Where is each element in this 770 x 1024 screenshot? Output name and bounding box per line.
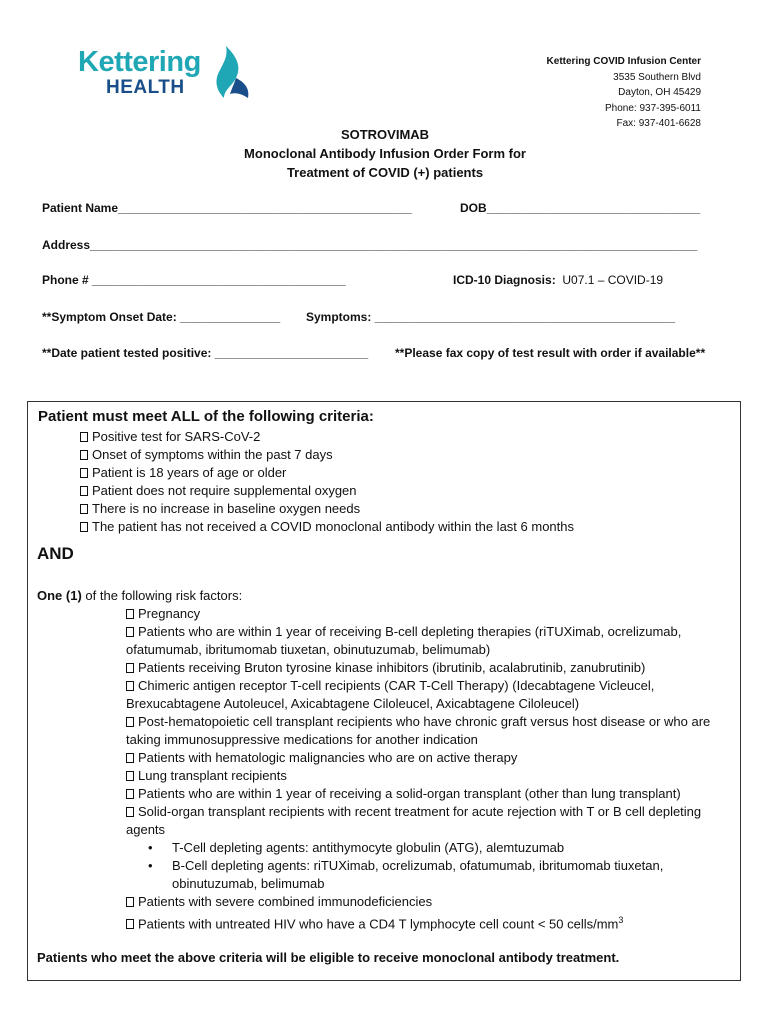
- center-city: Dayton, OH 45429: [618, 87, 701, 98]
- checkbox[interactable]: [126, 897, 134, 907]
- logo-wordmark-kettering: Kettering: [78, 46, 201, 78]
- risk-item-label: Patients with hematologic malignancies who are on active therapy: [138, 750, 518, 765]
- logo-mark-icon: [206, 44, 256, 100]
- bullet-icon: •: [148, 858, 153, 873]
- checkbox[interactable]: [126, 609, 134, 619]
- checkbox[interactable]: [126, 627, 134, 637]
- title-subtitle: Treatment of COVID (+) patients: [286, 165, 484, 180]
- checkbox[interactable]: [126, 681, 134, 691]
- tested-positive-field[interactable]: **Date patient tested positive: _______________________: [42, 346, 369, 360]
- risk-item-label: Patients who are within 1 year of receiving B-cell depleting therapies (riTUXimab, ocrelizumab, ofatumumab, ibritumomab tiuxetan, obinutuzumab, belimumab): [126, 624, 682, 657]
- checkbox[interactable]: [126, 771, 134, 781]
- and-label: AND: [37, 544, 74, 563]
- risk-intro-bold: One (1): [37, 588, 82, 603]
- checkbox[interactable]: [80, 432, 88, 442]
- criteria-item[interactable]: [80, 518, 574, 536]
- depleting-agents-list: [126, 839, 728, 893]
- criteria-item-label: Patient does not require supplemental oxygen: [92, 483, 357, 498]
- risk-item-label: Patients with untreated HIV who have a CD4 T lymphocyte cell count < 50 cells/mm: [138, 916, 619, 932]
- checkbox[interactable]: [126, 663, 134, 673]
- center-street: 3535 Southern Blvd: [613, 71, 701, 83]
- kettering-health-logo: [78, 44, 258, 102]
- risk-item-label: Patients receiving Bruton tyrosine kinase inhibitors (ibrutinib, acalabrutinib, zanubrutinib): [138, 660, 646, 675]
- checkbox[interactable]: [80, 504, 88, 514]
- phone-field[interactable]: Phone # ______________________________________: [42, 273, 346, 287]
- risk-item[interactable]: [126, 767, 728, 785]
- criteria-item[interactable]: [80, 428, 574, 446]
- list-item-text: B-Cell depleting agents: riTUXimab, ocrelizumab, ofatumumab, ibritumomab tiuxetan, obinutuzumab, belimumab: [172, 858, 664, 891]
- checkbox[interactable]: [126, 717, 134, 727]
- fax-note: **Please fax copy of test result with order if available**: [395, 346, 706, 360]
- icd-value: U07.1 – COVID-19: [562, 273, 664, 287]
- bullet-icon: •: [148, 840, 153, 855]
- criteria-heading: Patient must meet ALL of the following criteria:: [38, 408, 374, 425]
- center-name: Kettering COVID Infusion Center: [546, 56, 701, 67]
- risk-item[interactable]: [126, 605, 728, 623]
- risk-item-label: Chimeric antigen receptor T-cell recipients (CAR T-Cell Therapy) (Idecabtagene Vicleucel, Brexucabtagene Autoleucel, Axicabtagene Ciloleucel, Axicabtagene Ciloleucel): [126, 678, 655, 711]
- risk-item[interactable]: [126, 659, 728, 677]
- checkbox[interactable]: [126, 789, 134, 799]
- criteria-item-label: Positive test for SARS-CoV-2: [92, 429, 261, 444]
- risk-item[interactable]: [126, 623, 728, 659]
- risk-item[interactable]: [126, 785, 728, 803]
- symptom-onset-field[interactable]: **Symptom Onset Date: _______________: [42, 310, 281, 324]
- list-item: [148, 857, 728, 893]
- superscript-three: 3: [618, 915, 624, 925]
- icd-label: ICD-10 Diagnosis:: [453, 273, 556, 287]
- risk-item-label: Pregnancy: [138, 606, 201, 621]
- eligibility-statement: Patients who meet the above criteria will be eligible to receive monoclonal antibody treatment.: [37, 950, 620, 965]
- risk-item[interactable]: [126, 911, 728, 933]
- risk-item-label: Patients who are within 1 year of receiving a solid-organ transplant (other than lung transplant): [138, 786, 681, 801]
- icd-diagnosis: [453, 273, 663, 287]
- checkbox[interactable]: [126, 807, 134, 817]
- criteria-item-label: Onset of symptoms within the past 7 days: [92, 447, 333, 462]
- form-title: [0, 125, 770, 182]
- risk-item-label: Lung transplant recipients: [138, 768, 287, 783]
- criteria-item[interactable]: [80, 500, 574, 518]
- criteria-checklist: [80, 428, 574, 536]
- logo-wordmark-health: HEALTH: [106, 77, 185, 98]
- symptoms-field[interactable]: Symptoms: _____________________________________________: [306, 310, 675, 324]
- criteria-item[interactable]: [80, 464, 574, 482]
- center-phone: Phone: 937-395-6011: [604, 102, 701, 114]
- address-field[interactable]: Address___________________________________________________________________________________________: [42, 238, 698, 252]
- risk-item[interactable]: [126, 677, 728, 713]
- checkbox[interactable]: [80, 468, 88, 478]
- title-form-name: Monoclonal Antibody Infusion Order Form for: [244, 146, 526, 161]
- criteria-item[interactable]: [80, 446, 574, 464]
- risk-item[interactable]: [126, 893, 728, 911]
- list-item: [148, 839, 728, 857]
- risk-item-label: Patients with severe combined immunodeficiencies: [138, 894, 433, 909]
- checkbox[interactable]: [80, 486, 88, 496]
- risk-item-label: Post-hematopoietic cell transplant recipients who have chronic graft versus host disease or who are taking immunosuppressive medications for another indication: [126, 714, 711, 747]
- center-fax: Fax: 937-401-6628: [616, 118, 701, 129]
- criteria-item-label: The patient has not received a COVID monoclonal antibody within the last 6 months: [92, 519, 574, 534]
- risk-intro: [37, 588, 242, 603]
- checkbox[interactable]: [80, 522, 88, 532]
- risk-item-label: Solid-organ transplant recipients with recent treatment for acute rejection with T or B cell depleting agents: [126, 804, 702, 837]
- criteria-box: [27, 401, 741, 981]
- criteria-item-label: Patient is 18 years of age or older: [92, 465, 287, 480]
- checkbox[interactable]: [80, 450, 88, 460]
- risk-intro-text: of the following risk factors:: [81, 588, 243, 603]
- criteria-item-label: There is no increase in baseline oxygen needs: [92, 501, 361, 516]
- patient-name-field[interactable]: Patient Name____________________________________________: [42, 201, 412, 215]
- risk-item[interactable]: [126, 803, 728, 839]
- title-drug: SOTROVIMAB: [340, 127, 430, 142]
- dob-field[interactable]: DOB________________________________: [460, 201, 701, 215]
- checkbox[interactable]: [126, 753, 134, 763]
- center-address: [547, 54, 701, 132]
- risk-item[interactable]: [126, 749, 728, 767]
- list-item-text: T-Cell depleting agents: antithymocyte globulin (ATG), alemtuzumab: [172, 840, 565, 855]
- risk-item[interactable]: [126, 713, 728, 749]
- risk-factor-list: [126, 605, 728, 933]
- criteria-item[interactable]: [80, 482, 574, 500]
- checkbox[interactable]: [126, 919, 134, 929]
